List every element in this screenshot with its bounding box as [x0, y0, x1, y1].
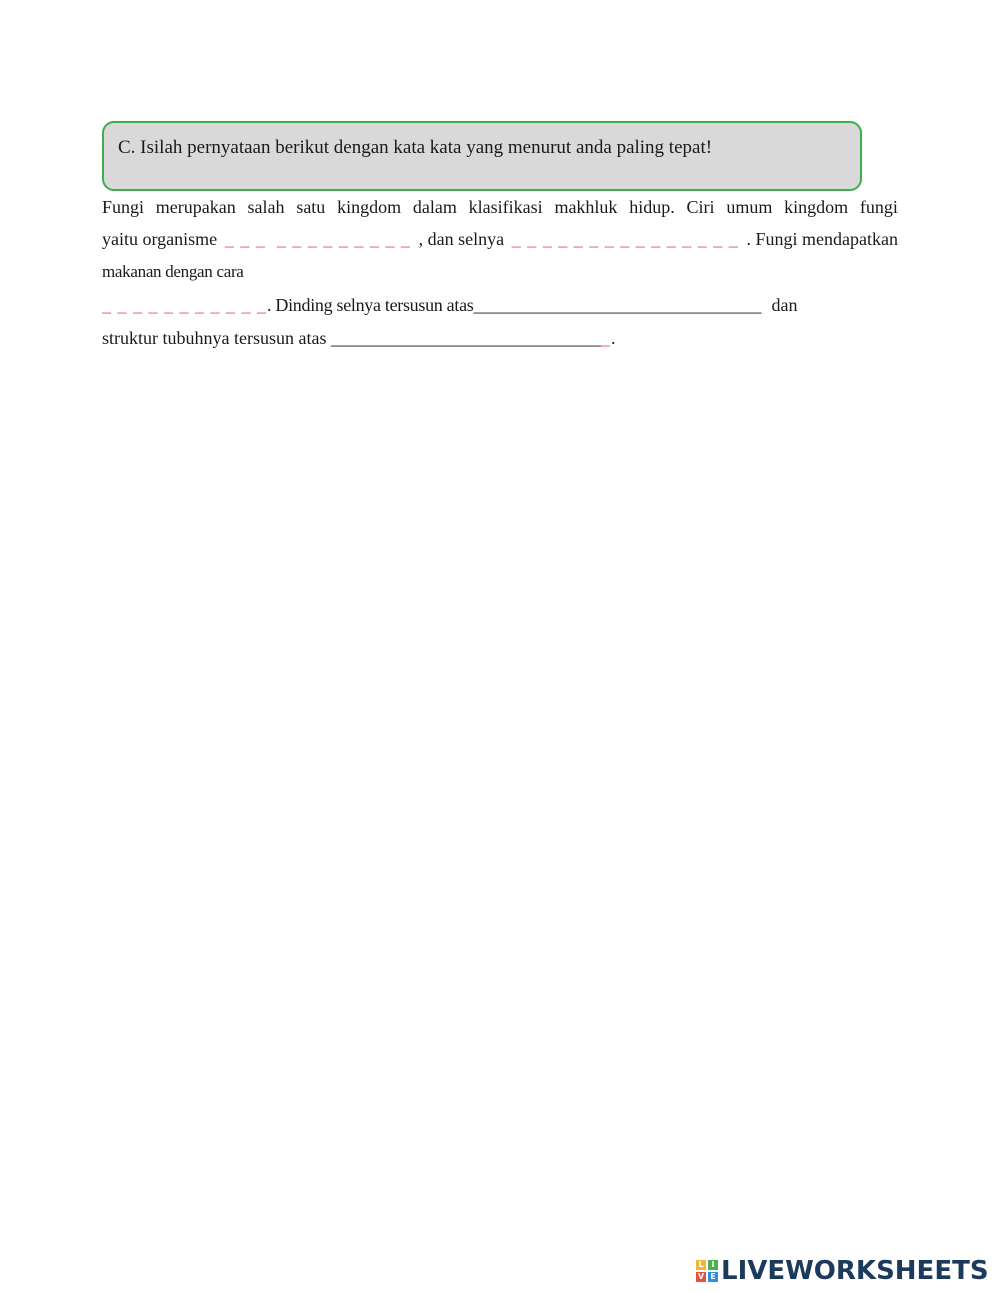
text-struktur-tubuh: struktur tubuhnya tersusun atas — [102, 328, 327, 348]
liveworksheets-logo — [696, 1256, 989, 1286]
paragraph-line-3: makanan dengan cara — [102, 262, 244, 281]
paragraph-word: hidup. — [629, 197, 675, 217]
answer-blank-5[interactable]: ______________________________ — [330, 328, 601, 348]
answer-blank-1[interactable]: _ _ _ _ _ _ _ _ _ _ _ _ — [224, 229, 411, 249]
text-period: . — [610, 328, 616, 348]
paragraph-word: satu — [296, 197, 326, 217]
paragraph-word: fungi — [859, 197, 898, 217]
paragraph-word: klasifikasi — [468, 197, 543, 217]
logo-block: E — [708, 1272, 718, 1282]
instruction-box — [102, 121, 862, 191]
answer-blank-4[interactable]: ________________________________ — [473, 295, 762, 315]
answer-blank-5-marker: _ — [600, 328, 611, 348]
logo-blocks-icon — [696, 1260, 718, 1282]
instruction-text: C. Isilah pernyataan berikut dengan kata kata yang menurut anda paling tepat! — [118, 137, 713, 158]
paragraph-word: Ciri — [686, 197, 715, 217]
text-yaitu-organisme: yaitu organisme — [102, 229, 218, 249]
answer-blank-3[interactable]: _ _ _ _ _ _ _ _ _ _ _ — [102, 295, 267, 315]
logo-block: L — [696, 1260, 706, 1270]
text-fungi-mendapatkan: . Fungi mendapatkan — [746, 229, 898, 249]
paragraph-line-5 — [102, 328, 615, 349]
paragraph-word: umum — [726, 197, 773, 217]
paragraph-word: dalam — [412, 197, 457, 217]
paragraph-word: Fungi — [102, 197, 145, 217]
paragraph-line-2 — [102, 229, 898, 250]
paragraph-word: makhluk — [554, 197, 618, 217]
logo-text: LIVEWORKSHEETS — [721, 1256, 989, 1286]
logo-block: I — [708, 1260, 718, 1270]
paragraph-line-1 — [102, 197, 898, 218]
text-dan-selnya: , dan selnya — [418, 229, 505, 249]
paragraph-word: merupakan — [155, 197, 236, 217]
logo-block: V — [697, 1272, 705, 1281]
paragraph-line-4 — [102, 295, 797, 316]
paragraph-word: kingdom — [337, 197, 402, 217]
paragraph-word: kingdom — [784, 197, 849, 217]
answer-blank-2[interactable]: _ _ _ _ _ _ _ _ _ _ _ _ _ _ _ — [511, 229, 739, 249]
text-dan: dan — [771, 295, 798, 315]
text-dinding-sel: . Dinding selnya tersusun atas — [267, 295, 474, 315]
paragraph-word: salah — [247, 197, 285, 217]
